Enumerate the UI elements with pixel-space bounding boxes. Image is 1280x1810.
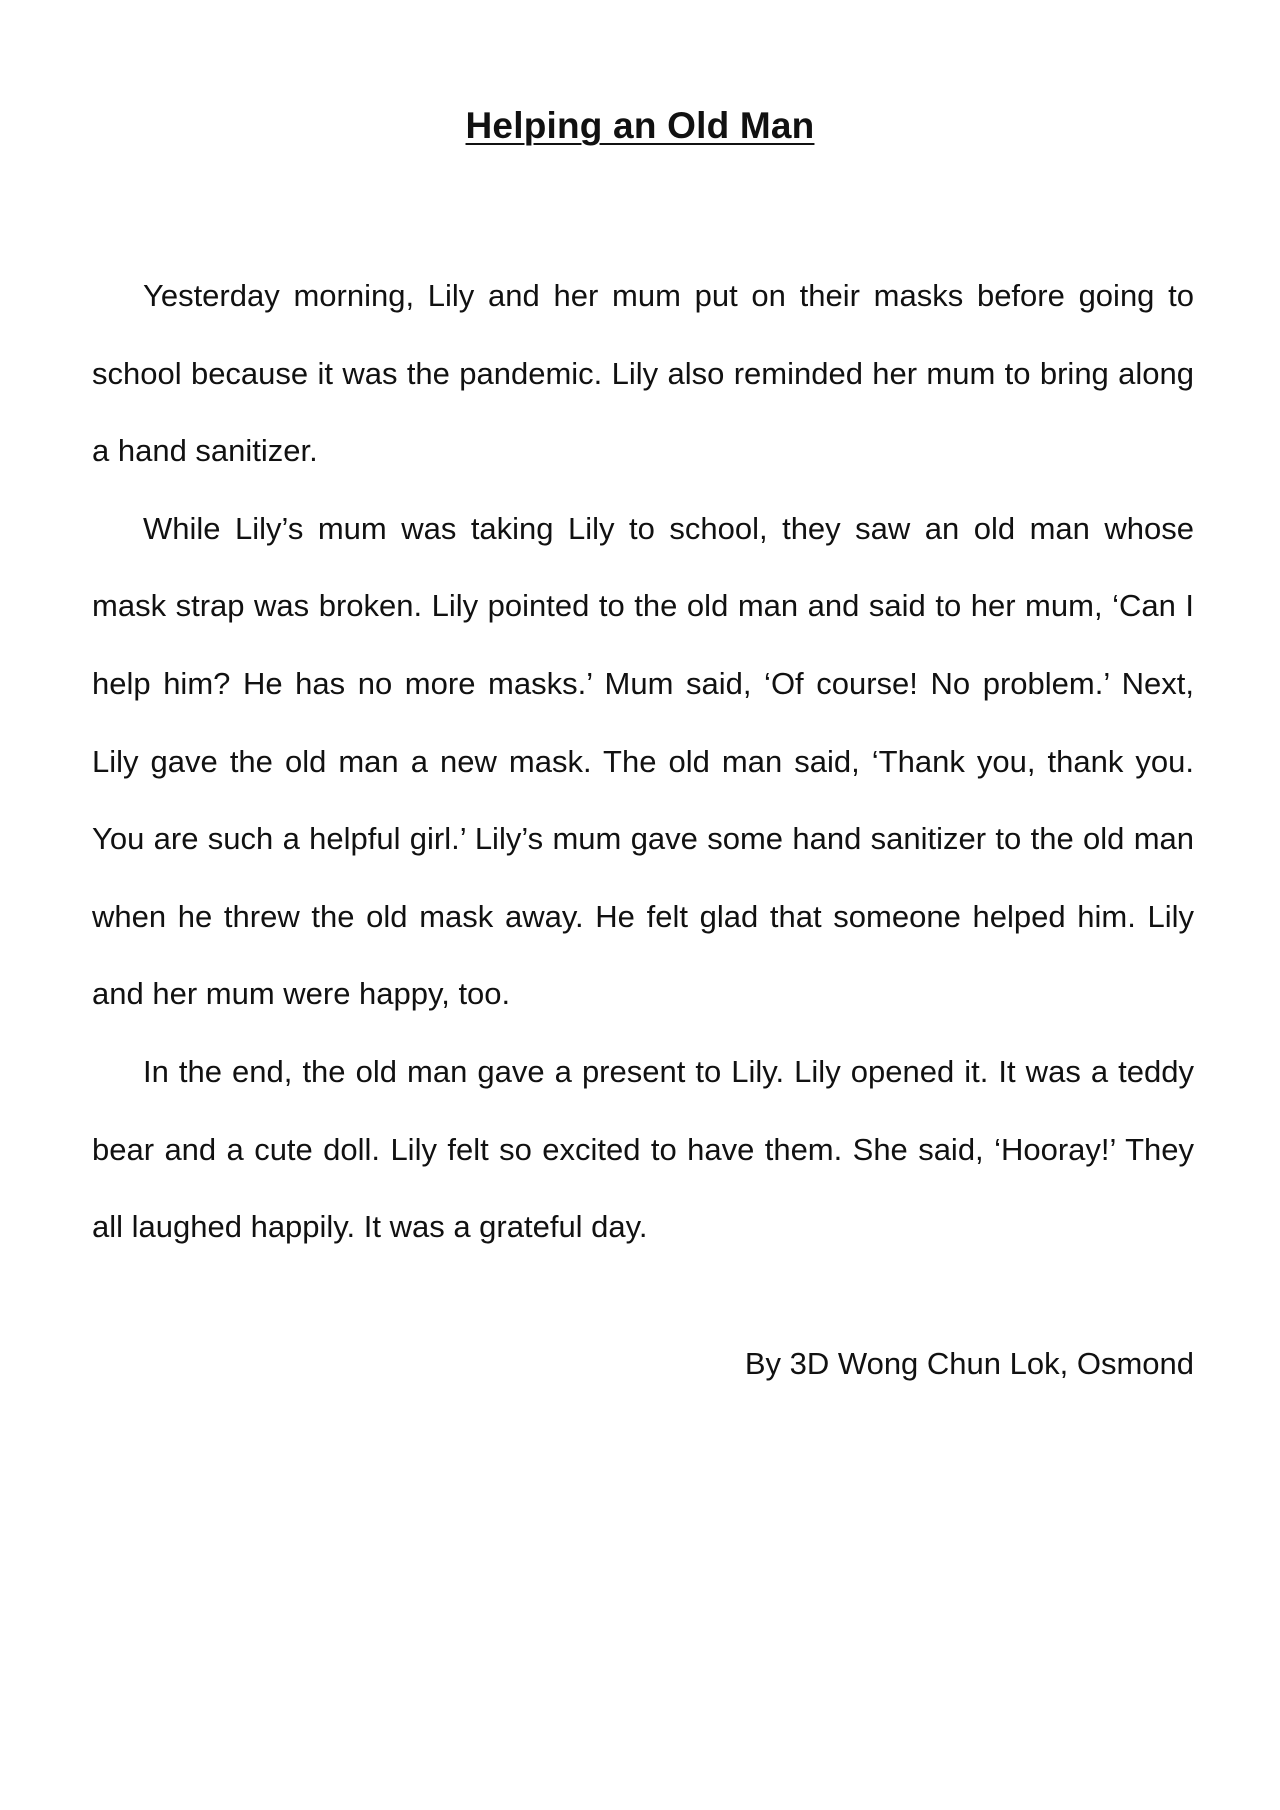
paragraph-3: In the end, the old man gave a present to Lily. Lily opened it. It was a teddy bear and a cute doll. Lily felt so excited to have them. She said, ‘Hooray!’ They all laughed happily. It was a grateful day.: [92, 1053, 1194, 1245]
author-byline: By 3D Wong Chun Lok, Osmond: [744, 1346, 1194, 1381]
document-title: Helping an Old Man: [465, 105, 815, 146]
paragraph-2: While Lily’s mum was taking Lily to school, they saw an old man whose mask strap was broken. Lily pointed to the old man and said to her mum, ‘Can I help him? He has no more masks.’ Mum said, ‘Of course! No problem.’ Next, Lily gave the old man a new mask. The old man said, ‘Thank you, thank you. You are such a helpful girl.’ Lily’s mum gave some hand sanitizer to the old man when he threw the old mask away. He felt glad that someone helped him. Lily and her mum were happy, too.: [92, 510, 1194, 1012]
story-body: [92, 257, 1194, 1266]
paragraph-1: Yesterday morning, Lily and her mum put on their masks before going to school because it was the pandemic. Lily also reminded her mum to bring along a hand sanitizer.: [92, 278, 1194, 469]
